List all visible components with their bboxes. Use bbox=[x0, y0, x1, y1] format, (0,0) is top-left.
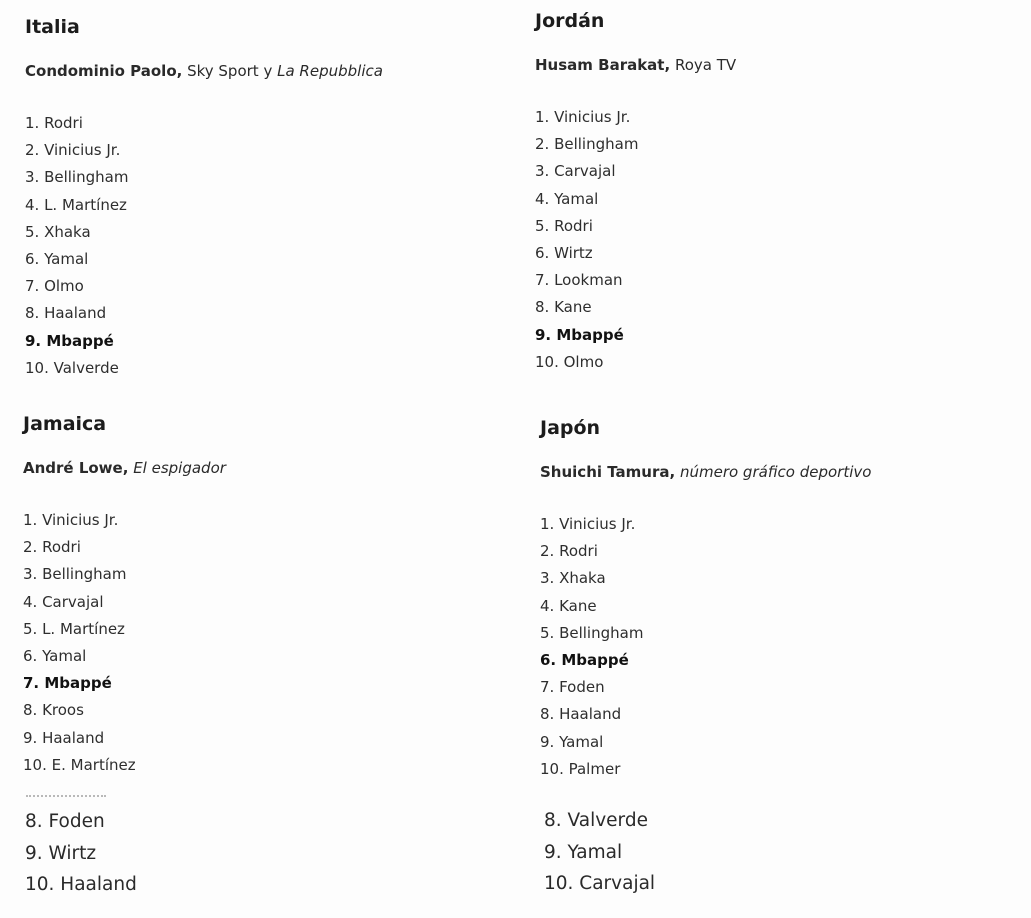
ranking-item: 6. Yamal bbox=[25, 249, 89, 268]
ranking-item: 4. Carvajal bbox=[23, 592, 104, 611]
ranking-item: 10. Carvajal bbox=[544, 873, 656, 895]
ranking-list bbox=[23, 507, 503, 779]
ranking-list bbox=[25, 110, 505, 382]
ranking-item: 9. Haaland bbox=[23, 728, 105, 747]
ranking-item: 8. Haaland bbox=[25, 304, 107, 323]
voter-line bbox=[25, 61, 505, 81]
ranking-item: 2. Bellingham bbox=[535, 135, 639, 154]
country-heading: Jamaica bbox=[23, 413, 107, 435]
ranking-item: 9. Wirtz bbox=[25, 842, 97, 864]
ranking-item: 8. Valverde bbox=[544, 810, 648, 831]
ranking-item: 2. Vinicius Jr. bbox=[25, 141, 121, 160]
ranking-item: 8. Kroos bbox=[23, 701, 84, 720]
voter-outlet: Sky Sport y bbox=[182, 62, 278, 80]
ranking-item: 5. Rodri bbox=[535, 216, 593, 235]
ranking-item: 10. Olmo bbox=[535, 352, 604, 371]
ranking-item: 6. Yamal bbox=[23, 646, 87, 665]
ranking-item: 9. Yamal bbox=[540, 732, 604, 751]
country-heading: Italia bbox=[25, 16, 80, 38]
ranking-item-highlighted: 9. Mbappé bbox=[25, 331, 114, 350]
ranking-item: 10. Valverde bbox=[25, 358, 119, 377]
voter-line bbox=[540, 462, 1020, 482]
ranking-item-highlighted: 6. Mbappé bbox=[540, 650, 629, 669]
ranking-item: 1. Rodri bbox=[25, 114, 83, 132]
ranking-item: 7. Foden bbox=[540, 678, 605, 697]
ranking-item: 1. Vinicius Jr. bbox=[23, 511, 119, 529]
ranking-item: 5. Xhaka bbox=[25, 222, 91, 241]
ranking-item: 10. Palmer bbox=[540, 759, 621, 778]
country-heading: Japón bbox=[540, 417, 601, 439]
ranking-item: 9. Yamal bbox=[544, 841, 623, 863]
ranking-item: 4. L. Martínez bbox=[25, 195, 127, 214]
extra-ranking-left bbox=[25, 806, 137, 901]
voter-name: Husam Barakat, bbox=[535, 56, 671, 74]
section-jamaica bbox=[23, 412, 503, 779]
ranking-item: 4. Yamal bbox=[535, 189, 599, 208]
section-japon bbox=[540, 416, 1020, 783]
cropped-text-fragment bbox=[26, 795, 106, 800]
section-jordan bbox=[535, 9, 1015, 376]
ranking-item: 1. Vinicius Jr. bbox=[535, 108, 631, 126]
ranking-item-highlighted: 7. Mbappé bbox=[23, 674, 112, 693]
voter-name: Condominio Paolo, bbox=[25, 62, 183, 80]
country-heading: Jordán bbox=[535, 10, 605, 32]
ranking-item: 10. Haaland bbox=[25, 874, 137, 896]
ranking-item: 10. E. Martínez bbox=[23, 755, 136, 774]
ranking-item: 2. Rodri bbox=[540, 542, 598, 561]
ranking-item: 5. L. Martínez bbox=[23, 619, 125, 638]
voter-outlet: Roya TV bbox=[670, 56, 737, 74]
voter-outlet-italic: La Repubblica bbox=[277, 62, 383, 80]
ranking-item: 1. Vinicius Jr. bbox=[540, 515, 636, 533]
extra-ranking-right bbox=[544, 805, 655, 900]
ranking-item: 3. Bellingham bbox=[25, 168, 129, 187]
voter-line bbox=[535, 55, 1015, 75]
ranking-item: 7. Olmo bbox=[25, 277, 84, 296]
ranking-item: 8. Haaland bbox=[540, 705, 622, 724]
voter-outlet-italic: número gráfico deportivo bbox=[679, 463, 872, 481]
ranking-item: 3. Carvajal bbox=[535, 162, 616, 181]
ranking-list bbox=[540, 511, 1020, 783]
voter-name: André Lowe, bbox=[23, 459, 129, 477]
voter-outlet-italic: El espigador bbox=[133, 459, 226, 477]
voter-name: Shuichi Tamura, bbox=[540, 463, 676, 481]
ranking-item: 2. Rodri bbox=[23, 538, 81, 557]
ranking-item: 3. Bellingham bbox=[23, 565, 127, 584]
ranking-item: 8. Foden bbox=[25, 811, 105, 832]
section-italia bbox=[25, 15, 505, 382]
ranking-item-highlighted: 9. Mbappé bbox=[535, 325, 624, 344]
ranking-item: 6. Wirtz bbox=[535, 243, 593, 262]
ranking-item: 3. Xhaka bbox=[540, 569, 606, 588]
ranking-item: 7. Lookman bbox=[535, 271, 623, 290]
voter-line bbox=[23, 458, 503, 478]
ranking-list bbox=[535, 104, 1015, 376]
ranking-item: 4. Kane bbox=[540, 596, 597, 615]
ranking-item: 5. Bellingham bbox=[540, 623, 644, 642]
ranking-item: 8. Kane bbox=[535, 298, 592, 317]
